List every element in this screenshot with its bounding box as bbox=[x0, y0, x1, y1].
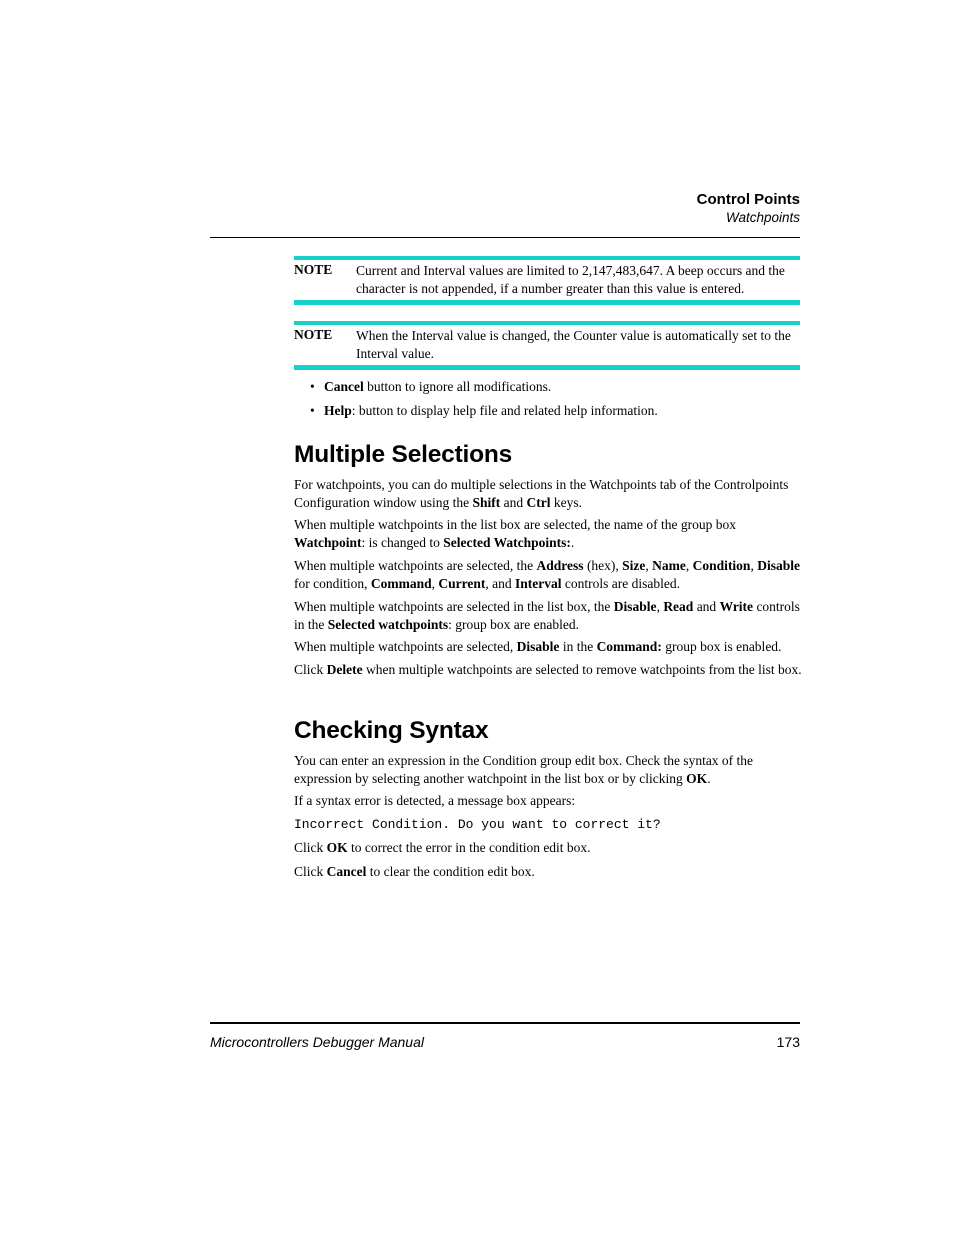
section-heading: Checking Syntax bbox=[294, 717, 489, 744]
header-rule bbox=[210, 237, 800, 238]
bullet-term: Cancel bbox=[324, 379, 364, 394]
paragraph: If a syntax error is detected, a message box appears: bbox=[294, 793, 576, 808]
bullet-text: : button to display help file and related help information. bbox=[351, 403, 658, 418]
page-number: 173 bbox=[776, 1034, 800, 1050]
footer-title: Microcontrollers Debugger Manual bbox=[210, 1034, 424, 1050]
bullet-term: Help bbox=[324, 403, 352, 418]
paragraph: Click Cancel to clear the condition edit box. bbox=[294, 864, 535, 879]
bullet-text: button to ignore all modifications. bbox=[363, 379, 552, 394]
code-sample: Incorrect Condition. Do you want to correct it? bbox=[294, 817, 661, 832]
note-box-1 bbox=[294, 256, 800, 305]
paragraph: When multiple watchpoints are selected, Disable in the Command: group box is enabled. bbox=[294, 639, 782, 654]
note-label: NOTE bbox=[294, 327, 333, 342]
paragraph: You can enter an expression in the Condition group edit box. Check the syntax of the expression by selecting another watchpoint in the list box or by clicking OK. bbox=[294, 753, 754, 786]
running-header-section: Watchpoints bbox=[725, 210, 800, 225]
paragraph: Click OK to correct the error in the condition edit box. bbox=[294, 840, 591, 855]
paragraph: Click Delete when multiple watchpoints are selected to remove watchpoints from the list box. bbox=[294, 662, 802, 677]
note-text: Current and Interval values are limited to 2,147,483,647. A beep occurs and the character is not appended, if a number greater than this value is entered. bbox=[356, 263, 785, 296]
note-box-2 bbox=[294, 321, 800, 370]
paragraph: For watchpoints, you can do multiple selections in the Watchpoints tab of the Controlpoints Configuration window using the Shift and Ctrl keys. bbox=[294, 477, 789, 510]
paragraph: When multiple watchpoints in the list box are selected, the name of the group box Watchpoint: is changed to Selected Watchpoints:. bbox=[294, 517, 737, 550]
section-heading: Multiple Selections bbox=[294, 441, 513, 468]
note-label: NOTE bbox=[294, 262, 333, 277]
paragraph: When multiple watchpoints are selected, the Address (hex), Size, Name, Condition, Disable for condition, Command, Current, and Interval controls are disabled. bbox=[294, 558, 800, 591]
note-text: When the Interval value is changed, the Counter value is automatically set to the Interval value. bbox=[356, 328, 791, 361]
running-header-chapter: Control Points bbox=[696, 191, 800, 208]
bullet-icon: • bbox=[310, 379, 315, 394]
paragraph: When multiple watchpoints are selected in the list box, the Disable, Read and Write controls in the Selected watchpoints: group box are enabled. bbox=[294, 599, 800, 632]
bullet-icon: • bbox=[310, 403, 315, 418]
footer-rule bbox=[210, 1022, 800, 1024]
